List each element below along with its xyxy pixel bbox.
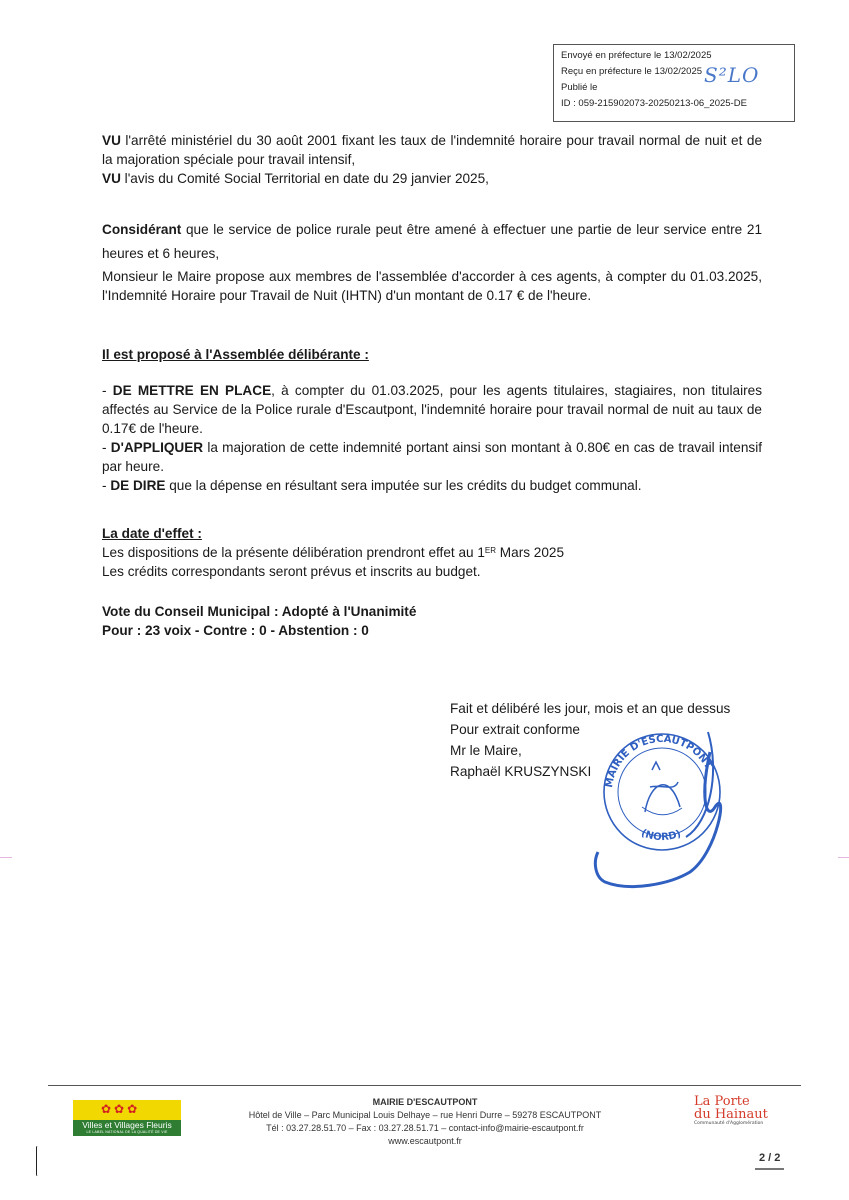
svg-text:(NORD) bbox=[639, 828, 682, 843]
stamp-sent: Envoyé en préfecture le 13/02/2025 bbox=[561, 50, 712, 61]
vu-line-2: VU l'avis du Comité Social Territorial en date du 29 janvier 2025, bbox=[102, 171, 489, 186]
stamp-signature: S²LO bbox=[704, 63, 760, 87]
vu-line-1: VU l'arrêté ministériel du 30 août 2001 fixant les taux de l'indemnité horaire pour travail normal de nuit et de la majoration spéciale pour travail intensif, bbox=[102, 133, 762, 167]
effect-line-1: Les dispositions de la présente délibération prendront effet au 1ER Mars 2025 bbox=[102, 545, 565, 560]
footer-rule bbox=[48, 1085, 801, 1086]
seal-top-text: MAIRIE D'ESCAUTPONT bbox=[604, 733, 714, 789]
proposed-item-3: - DE DIRE que la dépense en résultant sera imputée sur les crédits du budget communal. bbox=[102, 478, 642, 493]
vote-line-2: Pour : 23 voix - Contre : 0 - Abstention : 0 bbox=[102, 623, 369, 638]
villes-fleuris-sub: LE LABEL NATIONAL DE LA QUALITÉ DE VIE bbox=[86, 1130, 168, 1134]
porte-logo-line-2: du Hainaut bbox=[694, 1107, 768, 1122]
stamp-id: ID : 059-215902073-20250213-06_2025-DE bbox=[561, 98, 747, 109]
proposed-heading: Il est proposé à l'Assemblée délibérante : bbox=[102, 347, 369, 362]
porte-logo-sub: Communauté d'Agglomération bbox=[694, 1121, 764, 1126]
vu-section bbox=[102, 131, 762, 188]
proposed-heading-wrap bbox=[102, 345, 762, 364]
footer-address: Hôtel de Ville – Parc Municipal Louis Delhaye – rue Henri Durre – 59278 ESCAUTPONT bbox=[248, 1110, 602, 1120]
prefecture-stamp bbox=[553, 44, 795, 122]
proposed-items bbox=[102, 381, 762, 495]
footer-contact bbox=[225, 1096, 625, 1148]
margin-pen-mark bbox=[36, 1146, 39, 1176]
vote-line-1: Vote du Conseil Municipal : Adopté à l'Unanimité bbox=[102, 604, 417, 619]
signature-line-4: Raphaël KRUSZYNSKI bbox=[450, 764, 592, 779]
vote-section bbox=[102, 602, 762, 640]
considerant-section bbox=[102, 218, 762, 305]
proposal-text: Monsieur le Maire propose aux membres de l'assemblée d'accorder à ces agents, à compter du 01.03.2025, l'Indemnité Horaire pour Travail de Nuit (IHTN) d'un montant de 0.17 € de l'heure. bbox=[102, 269, 762, 303]
footer-website: www.escautpont.fr bbox=[388, 1136, 462, 1146]
signature-line-2: Pour extrait conforme bbox=[450, 722, 580, 737]
considerant-text: Considérant que le service de police rurale peut être amené à effectuer une partie de leur service entre 21 heures et 6 heures, bbox=[102, 222, 762, 261]
page-number: 2 / 2 bbox=[759, 1152, 781, 1164]
villes-fleuris-logo bbox=[73, 1100, 181, 1136]
signature-line-3: Mr le Maire, bbox=[450, 743, 522, 758]
villes-fleuris-label: Villes et Villages Fleuris bbox=[82, 1120, 172, 1130]
svg-text:MAIRIE D'ESCAUTPONT bbox=[604, 734, 714, 789]
porte-logo-line-1: La Porte bbox=[694, 1094, 750, 1109]
footer-phone: Tél : 03.27.28.51.70 – Fax : 03.27.28.51.71 – contact-info@mairie-escautpont.fr bbox=[266, 1123, 584, 1133]
effect-line-2: Les crédits correspondants seront prévus et inscrits au budget. bbox=[102, 564, 481, 579]
seal-bottom-text: (NORD) bbox=[639, 827, 683, 844]
municipal-seal-icon bbox=[590, 712, 750, 897]
stamp-received: Reçu en préfecture le 13/02/2025 bbox=[561, 66, 703, 77]
flowers-icon: ✿✿✿ bbox=[101, 1102, 141, 1116]
stamp-published: Publié le bbox=[561, 82, 598, 93]
signature-line-1: Fait et délibéré les jour, mois et an que dessus bbox=[450, 701, 731, 716]
proposed-item-2: - D'APPLIQUER la majoration de cette indemnité portant ainsi son montant à 0.80€ en cas de travail intensif par heure. bbox=[102, 440, 762, 474]
margin-mark-left bbox=[0, 857, 12, 858]
footer-title: MAIRIE D'ESCAUTPONT bbox=[372, 1097, 478, 1107]
margin-mark-right bbox=[838, 857, 849, 858]
effect-section bbox=[102, 524, 762, 581]
proposed-item-1: - DE METTRE EN PLACE, à compter du 01.03.2025, pour les agents titulaires, stagiaires, non titulaires affectés au Service de la Police rurale d'Escautpont, l'indemnité horaire pour travail normal de nuit au taux de 0.17€ de l'heure. bbox=[102, 383, 762, 436]
effect-heading: La date d'effet : bbox=[102, 526, 202, 541]
porte-hainaut-logo bbox=[694, 1095, 794, 1127]
